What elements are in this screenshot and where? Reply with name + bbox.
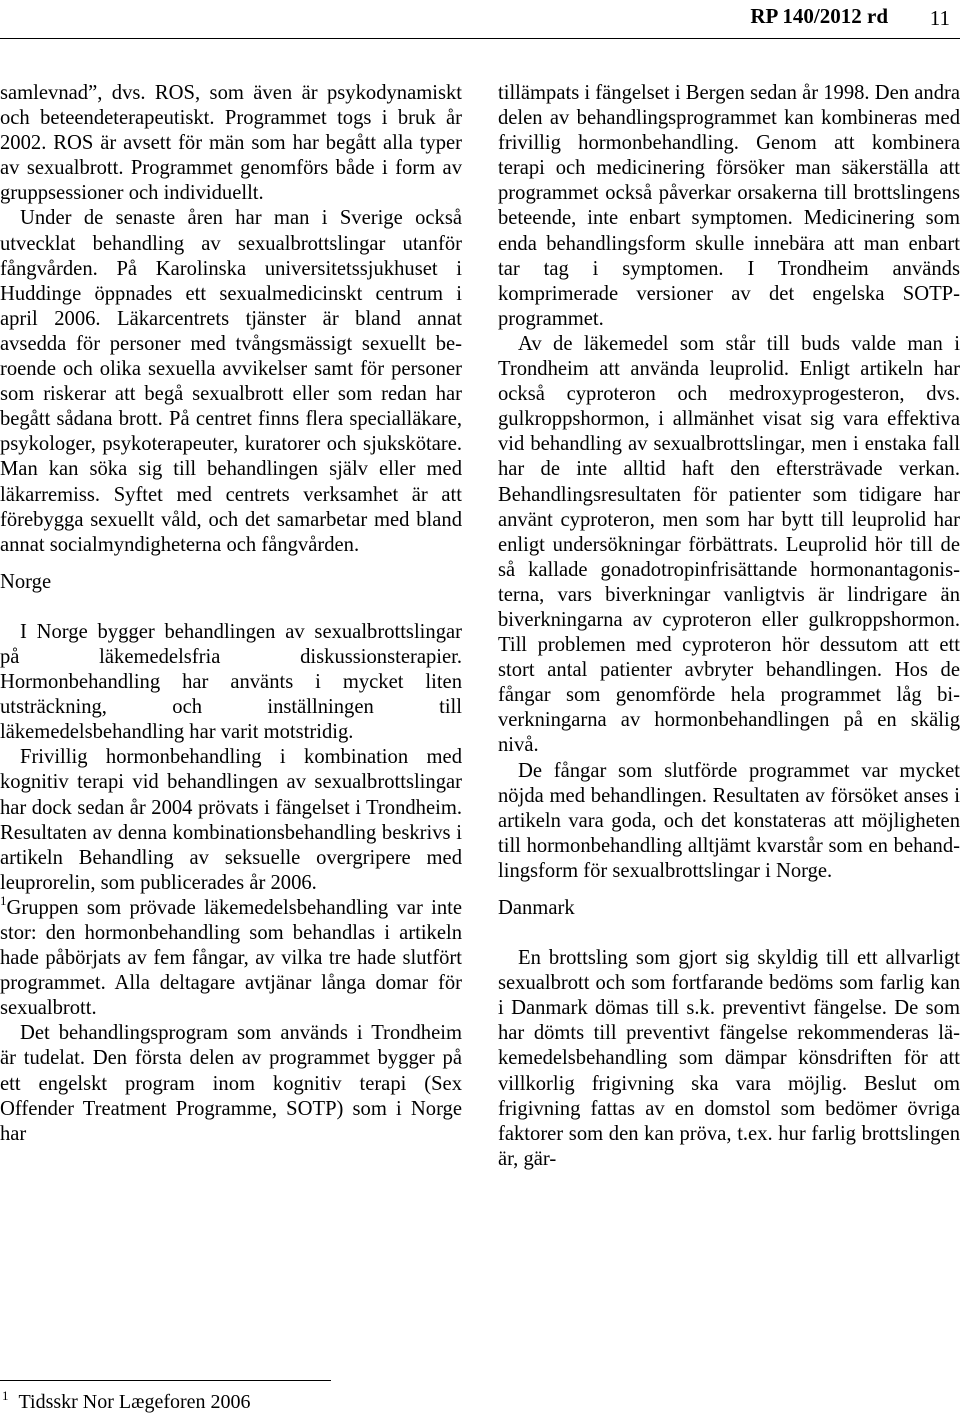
paragraph: samlevnad”, dvs. ROS, som även är psykodynamiskt och beteendeterapeutiskt. Programmet togs i bruk år 2002. ROS är avsett för män som har begått alla typer av sexualbrott. Programmet genomförs både i form av gruppsessioner och individuellt. bbox=[0, 82, 462, 205]
paragraph: tillämpats i fängelset i Bergen sedan år 1998. Den andra delen av behandlingsprogrammet kan kombineras med frivillig hormonbehandling. Genom att kombinera terapi och medicinering försöker man säkerställa att programmet också påverkar orsakerna till brottslingens beteende, inte enbart symptomen. Medicinering som enda behandlingsform skulle innebära att man enbart tar tag i symptomen. I Trondheim används komprimerade versioner av det engelska SOTP-programmet. bbox=[498, 82, 960, 330]
footnote-text: Tidsskr Nor Lægeforen 2006 bbox=[18, 1391, 251, 1413]
paragraph bbox=[0, 892, 462, 1021]
page-number: 11 bbox=[929, 6, 950, 30]
paragraph: Under de senaste åren har man i Sverige också utvecklat behandling av sexualbrottslingar utanför fångvården. På Karolinska universitetssjukhuset i Huddinge öppnades ett sexualmedicinskt centrum i april 2006. Läkarcentrets tjänster är bland annat avsedda för personer med tvångsmässigt sexuellt beroende och olika sexuella avvikelser samt för personer som riskerar att begå sexualbrott eller som redan har begått sådana brott. På centret finns flera specialläkare, psykologer, psykoterapeuter, kuratorer och sjukskötare. Man kan söka sig till behandlingen själv eller med läkarremiss. Syftet med centrets verksamhet är att förebygga sexuellt våld, och det samarbetar med bland annat socialmyndigheterna och fångvården. bbox=[0, 207, 462, 556]
paragraph: Av de läkemedel som står till buds valde man i Trondheim att använda leuprolid. Enligt artikeln har också cyproteron och medroxyprogesteron, dvs. gulkroppshormon, i allmänhet visat sig vara effektiva vid behandling av sexualbrottslingar, men i enstaka fall har de inte alltid haft den eftersträvade verkan. Behandlingsresultaten för patienter som tidigare har använt cyproteron, men som har bytt till leuprolid har enligt undersökningar förbättrats. Leuprolid hör till de så kallade gonadotropinfrisättande hormonantagonisterna, vars biverkningar vanligtvis är lindrigare än biverkningarna av cyproteron eller gulkroppshormon. Till problemen med cyproteron hör dessutom att ett stort antal patienter avbryter behandlingen. Hos de fångar som genomförde hela programmet låg biverkningarna av hormonbehandlingen på en skälig nivå. bbox=[498, 332, 960, 757]
paragraph: De fångar som slutförde programmet var mycket nöjda med behandlingen. Resultaten av försöket anses i artikeln vara goda, och det konstateras att möjligheten till hormonbehandling alltjämt kvarstår som en behandlingsform för sexualbrottslingar i Norge. bbox=[498, 759, 960, 882]
footnote-reference: 1 bbox=[0, 892, 7, 908]
footnote-rule bbox=[0, 1380, 331, 1381]
section-heading-danmark: Danmark bbox=[498, 897, 575, 919]
left-column bbox=[0, 81, 462, 1147]
footnote-number: 1 bbox=[2, 1388, 9, 1403]
paragraph: Frivillig hormonbehandling i kombination med kognitiv terapi vid behandlingen av sexualbrottslingar har dock sedan år 2004 prövats i fängelset i Trondheim. Resultaten av denna kombinationsbehandling beskrivs i artikeln Behandling av seksuelle overgripere med leuprorelin, som publicerades år 2006. bbox=[0, 746, 462, 894]
section-heading-norge: Norge bbox=[0, 570, 52, 593]
header-rule bbox=[0, 38, 960, 39]
document-id: RP 140/2012 rd bbox=[750, 4, 888, 28]
page-header bbox=[0, 0, 960, 44]
paragraph: En brottsling som gjort sig skyldig till ett allvarligt sexualbrott och som fortfarande bedöms som farlig kan i Danmark dömas till s.k. preventivt fängelse. De som har dömts till preventivt fängelse rekommenderas läkemedelsbehandling som dämpar könsdriften för att villkorlig frigivning ska vara möjlig. Beslut om frigivning fattas av en domstol som bedömer övriga faktorer som den kan pröva, t.ex. hur farlig brottslingen är, gär- bbox=[498, 947, 960, 1170]
right-column bbox=[498, 81, 960, 1172]
footnote bbox=[2, 1390, 251, 1414]
paragraph: I Norge bygger behandlingen av sexualbrottslingar på läkemedelsfria diskussionsterapier. Hormonbehandling har använts i mycket liten utsträckning, och inställningen till läkemedelsbehandling har varit motstridig. bbox=[0, 620, 462, 744]
paragraph: Det behandlingsprogram som används i Trondheim är tudelat. Den första delen av programmet bygger på ett engelskt program inom kognitiv terapi (Sex Offender Treatment Programme, SOTP) som i Norge har bbox=[0, 1022, 462, 1145]
paragraph-text: Gruppen som prövade läkemedelsbehandling var inte stor: den hormonbehandling som behandlas i artikeln hade påbörjats av fem fångar, av vilka tre hade slutfört programmet. Alla deltagare avtjänar långa domar för sexualbrott. bbox=[0, 896, 462, 1020]
